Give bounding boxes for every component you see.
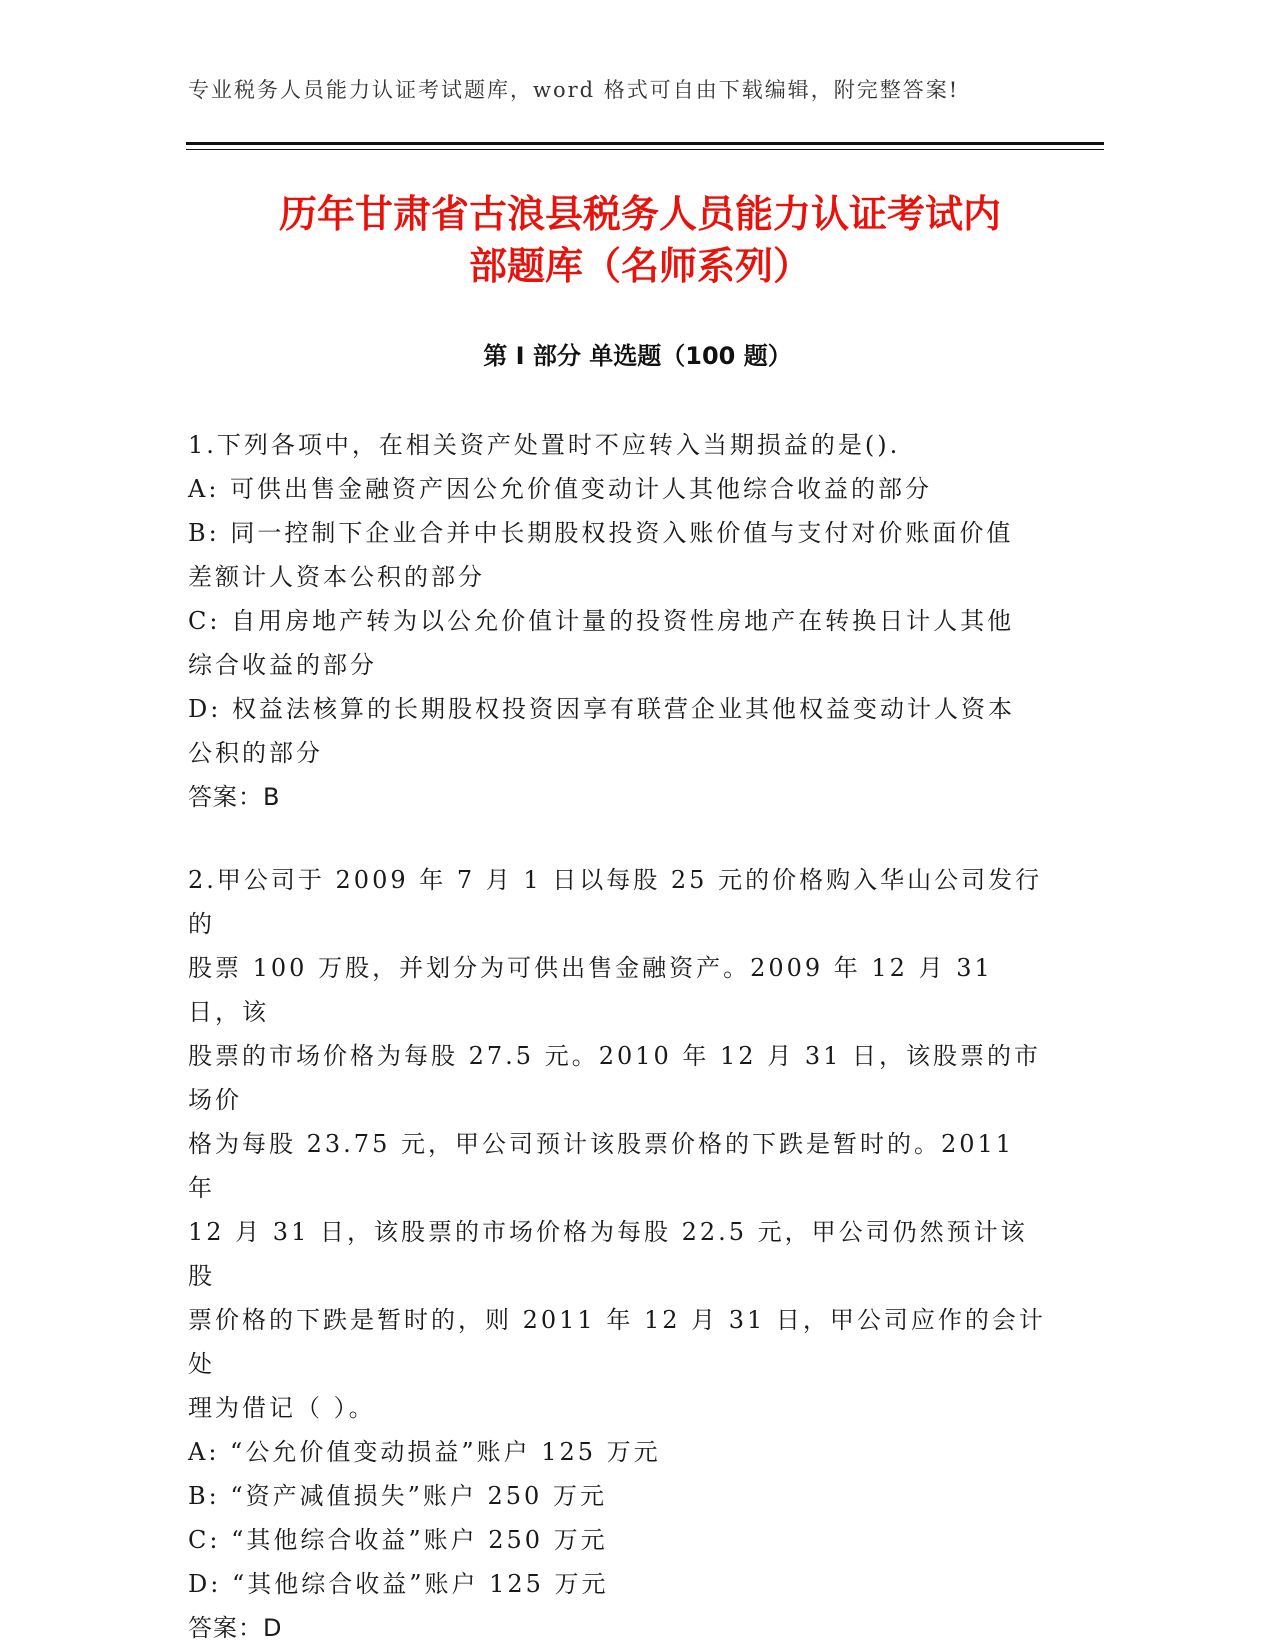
- question-2-option-c: C: “其他综合收益”账户 250 万元: [188, 1526, 608, 1554]
- document-title-line-1: 历年甘肃省古浪县税务人员能力认证考试内: [278, 192, 1001, 236]
- question-1-stem: 1.下列各项中，在相关资产处置时不应转入当期损益的是().: [188, 431, 901, 459]
- question-2-stem-line-1: 2.甲公司于 2009 年 7 月 1 日以每股 25 元的价格购入华山公司发行的: [188, 866, 1043, 938]
- document-title: [150, 188, 1130, 292]
- question-2-stem-line-7: 理为借记（ ）。: [188, 1394, 376, 1422]
- question-1-option-b: B: 同一控制下企业合并中长期股权投资入账价值与支付对价账面价值: [188, 519, 1014, 547]
- document-title-line-2: 部题库（名师系列）: [468, 244, 811, 288]
- header-rule-thick: [186, 142, 1104, 145]
- question-2: [188, 858, 1048, 1650]
- question-2-stem-line-6: 票价格的下跌是暂时的，则 2011 年 12 月 31 日，甲公司应作的会计处: [188, 1306, 1046, 1378]
- header-note: 专业税务人员能力认证考试题库，word 格式可自由下载编辑，附完整答案!: [188, 78, 960, 102]
- question-1-option-b-cont: 差额计人资本公积的部分: [188, 563, 485, 591]
- question-1-option-d: D: 权益法核算的长期股权投资因享有联营企业其他权益变动计人资本: [188, 695, 1015, 723]
- section-title: 第 I 部分 单选题（100 题）: [483, 342, 792, 370]
- question-1-option-c-cont: 综合收益的部分: [188, 651, 377, 679]
- question-2-option-b: B: “资产减值损失”账户 250 万元: [188, 1482, 607, 1510]
- question-2-stem-line-3: 股票的市场价格为每股 27.5 元。2010 年 12 月 31 日，该股票的市场价: [188, 1042, 1041, 1114]
- question-1-option-a: A: 可供出售金融资产因公允价值变动计人其他综合收益的部分: [188, 475, 933, 503]
- question-2-stem-line-4: 格为每股 23.75 元，甲公司预计该股票价格的下跌是暂时的。2011 年: [188, 1130, 1015, 1202]
- question-1-option-c: C: 自用房地产转为以公允价值计量的投资性房地产在转换日计人其他: [188, 607, 1015, 635]
- question-1-option-d-cont: 公积的部分: [188, 739, 323, 767]
- question-1: [188, 423, 1048, 819]
- question-2-option-a: A: “公允价值变动损益”账户 125 万元: [188, 1438, 661, 1466]
- question-2-option-d: D: “其他综合收益”账户 125 万元: [188, 1570, 609, 1598]
- question-2-stem-line-2: 股票 100 万股，并划分为可供出售金融资产。2009 年 12 月 31 日，该: [188, 954, 993, 1026]
- question-2-answer: 答案：D: [188, 1614, 283, 1642]
- question-2-stem-line-5: 12 月 31 日，该股票的市场价格为每股 22.5 元，甲公司仍然预计该股: [188, 1218, 1028, 1290]
- header-rule-thin: [186, 149, 1104, 150]
- question-1-answer: 答案：B: [188, 783, 281, 811]
